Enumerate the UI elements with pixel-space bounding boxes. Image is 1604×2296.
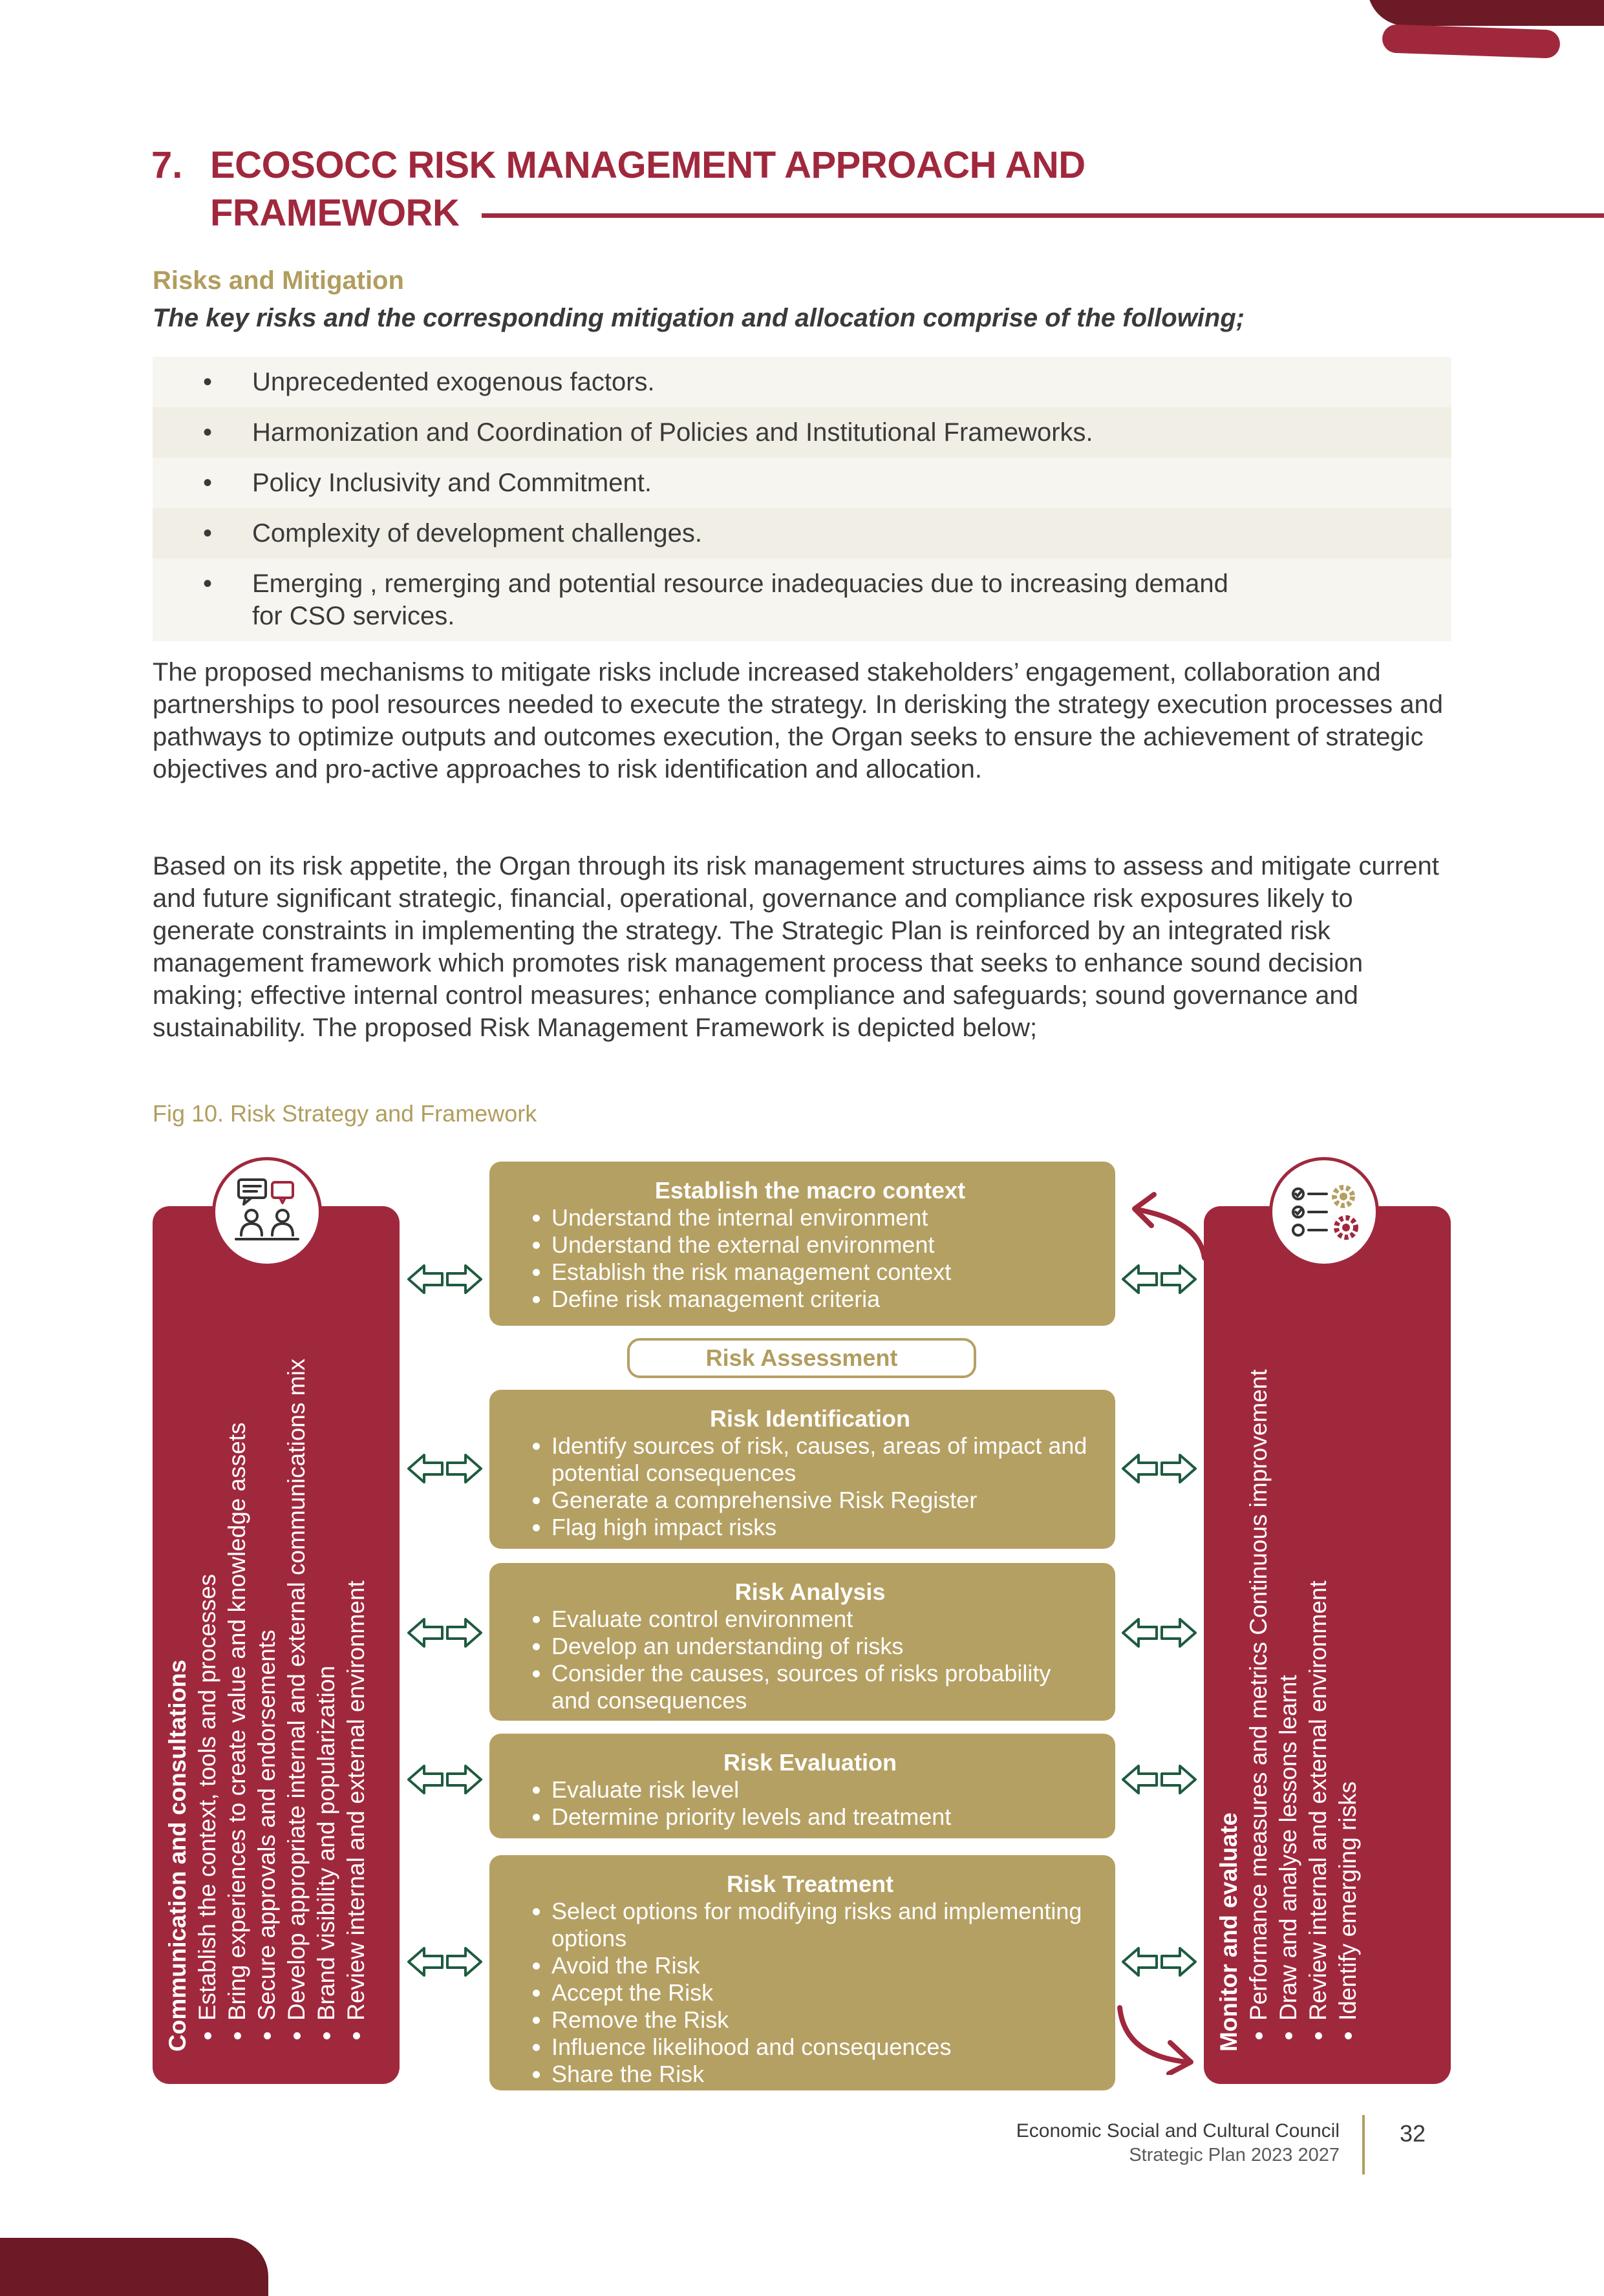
box-item: • Influence likelihood and consequences: [551, 2034, 1096, 2061]
double-arrow-icon: [406, 1262, 484, 1297]
panel-item: • Brand visibility and popularization: [312, 1257, 341, 2021]
box-title: Risk Analysis: [734, 1578, 886, 1605]
risk-item: • Policy Inclusivity and Commitment.: [153, 458, 1451, 508]
monitor-panel: [1204, 1206, 1451, 2084]
double-arrow-icon: [406, 1615, 484, 1650]
body-paragraph: Based on its risk appetite, the Organ through its risk management structures aims to assess and mitigate current and future significant strategic, financial, operational, governance and compliance risk exposures likely to generate constraints in implementing the strategy. The Strategic Plan is reinforced by an integrated risk management framework which promotes risk management process that seeks to enhance sound decision making; effective internal control measures; enhance compliance and safeguards; sound governance and sustainability. The proposed Risk Management Framework is depicted below;: [153, 852, 1439, 1042]
panel-item: • Bring experiences to create value and knowledge assets: [222, 1257, 252, 2021]
double-arrow-icon: [1120, 1615, 1198, 1650]
panel-title: Monitor and evaluate: [1215, 1812, 1242, 2052]
risk-item: • Unprecedented exogenous factors.: [153, 357, 1451, 407]
box-item: • Understand the internal environment: [551, 1204, 1096, 1231]
section-title-line2: FRAMEWORK: [210, 192, 460, 234]
checklist-gears-icon: [1269, 1157, 1379, 1267]
double-arrow-icon: [406, 1762, 484, 1797]
box-item: • Remove the Risk: [551, 2006, 1096, 2034]
panel-item: • Review internal and external environment: [1303, 1257, 1333, 2021]
panel-item: • Performance measures and metrics Continuous improvement: [1244, 1257, 1274, 2021]
box-title: Risk Treatment: [726, 1871, 894, 1897]
page-number: 32: [1400, 2120, 1426, 2147]
risk-item: • Emerging , remerging and potential resource inadequacies due to increasing demand for CSO services.: [153, 558, 1451, 641]
section-number: 7.: [151, 144, 183, 186]
double-arrow-icon: [1120, 1451, 1198, 1486]
box-item: • Determine priority levels and treatment: [551, 1803, 1096, 1831]
risks-heading: Risks and Mitigation: [153, 266, 404, 295]
box-title: Establish the macro context: [654, 1177, 966, 1204]
risk-treatment-box: [489, 1855, 1115, 2090]
double-arrow-icon: [1120, 1944, 1198, 1979]
communication-panel-text: [163, 1257, 371, 2052]
box-item: • Define risk management criteria: [551, 1286, 1096, 1313]
panel-title: Communication and consultations: [164, 1659, 191, 2052]
communication-panel: [153, 1206, 400, 2084]
double-arrow-icon: [406, 1944, 484, 1979]
panel-item: • Establish the context, tools and processes: [193, 1257, 222, 2021]
curved-arrow-bottom-icon: [1113, 2004, 1204, 2075]
box-item: • Share the Risk: [551, 2061, 1096, 2088]
risk-analysis-box: [489, 1563, 1115, 1721]
box-title: Risk Evaluation: [723, 1749, 897, 1776]
box-item: • Generate a comprehensive Risk Register: [551, 1487, 1096, 1514]
footer-org: Economic Social and Cultural Council: [1016, 2120, 1340, 2142]
panel-item: • Review internal and external environment: [341, 1257, 371, 2021]
title-rule: [482, 213, 1604, 218]
section-title-line1: ECOSOCC RISK MANAGEMENT APPROACH AND: [210, 144, 1085, 186]
box-item: • Avoid the Risk: [551, 1952, 1096, 1979]
consultation-icon: [212, 1157, 322, 1267]
box-item: • Establish the risk management context: [551, 1259, 1096, 1286]
body-paragraph: The proposed mechanisms to mitigate risks include increased stakeholders’ engagement, collaboration and partnerships to pool resources needed to execute the strategy. In derisking the strategy execution processes and pathways to optimize outputs and outcomes execution, the Organ seeks to ensure the achievement of strategic objectives and pro-active approaches to risk identification and allocation.: [153, 658, 1443, 783]
decorative-brush-bottom: [0, 2238, 268, 2296]
figure-caption: Fig 10. Risk Strategy and Framework: [153, 1100, 537, 1127]
box-item: • Consider the causes, sources of risks probability and consequences: [551, 1660, 1096, 1714]
risk-evaluation-box: [489, 1734, 1115, 1838]
double-arrow-icon: [1120, 1762, 1198, 1797]
footer-plan: Strategic Plan 2023 2027: [1129, 2145, 1340, 2165]
footer-divider: [1362, 2115, 1365, 2174]
panel-item: • Identify emerging risks: [1333, 1257, 1363, 2021]
panel-item: • Secure approvals and endorsements: [252, 1257, 282, 2021]
panel-item: • Develop appropriate internal and external communications mix: [282, 1257, 312, 2021]
lead-sentence: The key risks and the corresponding mitigation and allocation comprise of the following;: [153, 304, 1245, 332]
box-item: • Accept the Risk: [551, 1979, 1096, 2006]
box-item: • Identify sources of risk, causes, areas of impact and potential consequences: [551, 1432, 1096, 1487]
box-item: • Evaluate control environment: [551, 1606, 1096, 1633]
double-arrow-icon: [1120, 1262, 1198, 1297]
box-title: Risk Identification: [709, 1405, 911, 1432]
box-item: • Evaluate risk level: [551, 1776, 1096, 1803]
box-item: • Develop an understanding of risks: [551, 1633, 1096, 1660]
risk-list: [153, 357, 1451, 641]
curved-arrow-top-icon: [1122, 1183, 1212, 1260]
risk-item: • Harmonization and Coordination of Policies and Institutional Frameworks.: [153, 407, 1451, 458]
panel-item: • Draw and analyse lessons learnt: [1274, 1257, 1303, 2021]
risk-item: • Complexity of development challenges.: [153, 508, 1451, 558]
monitor-panel-text: [1214, 1257, 1363, 2052]
risk-assessment-label: Risk Assessment: [627, 1338, 976, 1378]
decorative-brush-top: [1367, 0, 1604, 26]
box-item: • Understand the external environment: [551, 1231, 1096, 1259]
decorative-brush-top-small: [1382, 24, 1560, 59]
box-item: • Flag high impact risks: [551, 1514, 1096, 1541]
risk-identification-box: [489, 1390, 1115, 1549]
double-arrow-icon: [406, 1451, 484, 1486]
box-item: • Select options for modifying risks and implementing options: [551, 1898, 1096, 1952]
macro-context-box: [489, 1162, 1115, 1326]
